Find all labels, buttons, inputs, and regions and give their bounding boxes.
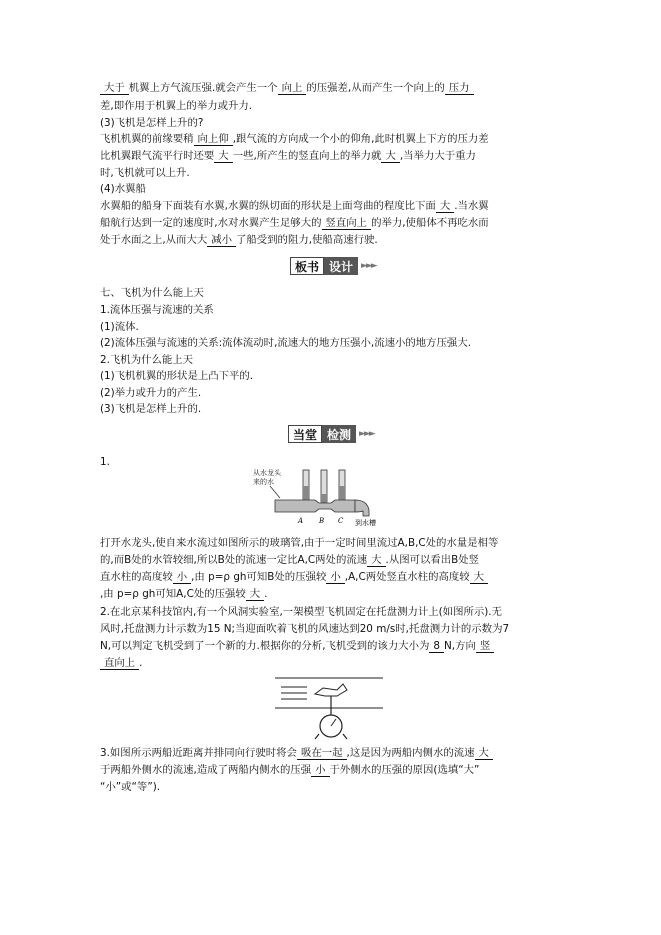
text: ,这是因为两船内侧水的流速 <box>346 747 475 759</box>
text: ,跟气流的方向成一个小的仰角,此时机翼上下方的压力差 <box>232 133 489 145</box>
answer-blank: 竖 <box>476 640 494 653</box>
answer-blank: 吸在一起 <box>297 747 347 760</box>
point-a-label: A <box>298 517 304 525</box>
intro-line-5 <box>100 149 570 163</box>
answer-blank: 大 <box>246 588 264 601</box>
board-line: (1)流体. <box>100 321 139 333</box>
intro-line-10 <box>100 233 570 247</box>
text: 机翼上方气流压强.就会产生一个 <box>128 82 278 94</box>
text: 直水柱的高度较 <box>100 571 173 583</box>
q1-number: 1. <box>100 456 110 468</box>
answer-blank: 大 <box>367 554 385 567</box>
drain-label: 到水槽 <box>355 519 376 526</box>
text: 飞机机翼的前缘要稍 <box>100 133 194 145</box>
answer-blank: 大 <box>475 747 493 760</box>
q3-line-3: “小”或“等”). <box>100 781 161 793</box>
board-line: 1.流体压强与流速的关系 <box>100 304 214 316</box>
answer-blank: 小 <box>311 764 329 777</box>
q2-line-1: 2.在北京某科技馆内,有一个风洞实验室,一架模型飞机固定在托盘测力计上(如图所示).无 <box>100 606 502 618</box>
answer-blank: 大 <box>436 200 454 213</box>
glass-tube-figure <box>245 466 385 526</box>
text: . <box>139 657 143 669</box>
text: 于外侧水的压强的原因(选填“大” <box>329 764 480 776</box>
text: ,当举力大于重力 <box>399 150 476 162</box>
text: 处于水面之上,从而大大 <box>100 234 208 246</box>
text: 比机翼跟气流平行时还要 <box>100 150 215 162</box>
q2-line-2: 风时,托盘测力计示数为15 N;当迎面吹着飞机的风速达到20 m/s时,托盘测力计的示数为7 <box>100 623 510 635</box>
q1-line-3 <box>100 570 570 584</box>
text: N,可以判定飞机受到了一个新的力.根据你的分析,飞机受到的该力大小为 <box>100 640 430 652</box>
horizontal-pipe <box>275 500 355 512</box>
intro-q3: (3)飞机是怎样上升的? <box>100 117 204 129</box>
answer-blank: 大 <box>470 571 488 584</box>
q3-line-2 <box>100 763 570 777</box>
q2-line-3 <box>100 639 570 653</box>
text: 于两船外侧水的流速,造成了两船内侧水的压强 <box>100 764 312 776</box>
answer-blank: 直向上 <box>100 657 139 670</box>
banner-left: 板书 <box>290 257 324 275</box>
text: 的,而B处的水管较细,所以B处的流速一定比A,C两处的流速 <box>100 554 368 566</box>
source-label-2: 来的水 <box>253 478 274 486</box>
point-c-label: C <box>338 517 344 525</box>
wind-tunnel-figure <box>275 672 385 740</box>
answer-blank: 大 <box>214 150 232 163</box>
answer-blank: 向上仰 <box>194 133 233 146</box>
banner-right: 设计 <box>324 257 358 275</box>
board-line: 2.飞机为什么能上天 <box>100 354 194 366</box>
intro-q4: (4)水翼船 <box>100 183 146 195</box>
text: 的举力,使船体不再吃水而 <box>371 217 489 229</box>
intro-line-8 <box>100 199 570 213</box>
banner-board-design <box>290 257 376 275</box>
text: 水翼船的船身下面装有水翼,水翼的纵切面的形状是上面弯曲的程度比下面 <box>100 200 436 212</box>
arrows-icon: ►►► <box>361 261 376 271</box>
banner-in-class-test <box>288 425 374 443</box>
answer-blank: 小 <box>326 571 344 584</box>
intro-line-1 <box>100 81 570 95</box>
answer-blank: 8 <box>429 640 444 653</box>
source-label-1: 从水龙头 <box>253 469 281 477</box>
arrows-icon: ►►► <box>359 429 374 439</box>
answer-blank: 大于 <box>100 82 129 95</box>
banner-right: 检测 <box>322 425 356 443</box>
airplane-icon <box>315 684 347 696</box>
text: .当水翼 <box>454 200 489 212</box>
answer-blank: 竖直向上 <box>322 217 372 230</box>
text: . <box>264 588 268 600</box>
q3-line-1 <box>100 746 570 760</box>
answer-blank: 减小 <box>207 234 236 247</box>
text: ,由 p=ρ gh可知B处的压强较 <box>191 571 327 583</box>
board-line: (2)流体压强与流速的关系:流体流动时,流速大的地方压强小,流速小的地方压强大. <box>100 337 472 349</box>
intro-line-2: 差,即作用于机翼上的举力或升力. <box>100 100 253 112</box>
text: 了船受到的阻力,使船高速行驶. <box>236 234 378 246</box>
answer-blank: 大 <box>381 150 399 163</box>
text: 的压强差,从而产生一个向上的 <box>306 82 445 94</box>
intro-line-4 <box>100 132 570 146</box>
banner-left: 当堂 <box>288 425 322 443</box>
board-line: (1)飞机机翼的形状是上凸下平的. <box>100 370 254 382</box>
text: .从图可以看出B处竖 <box>385 554 480 566</box>
text: 3.如图所示两船近距离并排同向行驶时将会 <box>100 747 297 759</box>
board-line: (3)飞机是怎样上升的. <box>100 403 202 415</box>
q1-line-2 <box>100 553 570 567</box>
water-column-b <box>321 494 327 502</box>
intro-line-9 <box>100 216 570 230</box>
point-b-label: B <box>319 517 325 525</box>
text: N,方向 <box>444 640 476 652</box>
board-title: 七、飞机为什么能上天 <box>100 287 204 299</box>
text: 一些,所产生的竖直向上的举力就 <box>232 150 382 162</box>
intro-line-6: 时,飞机就可以上升. <box>100 167 190 179</box>
q1-line-4 <box>100 587 570 601</box>
text: 船航行达到一定的速度时,水对水翼产生足够大的 <box>100 217 322 229</box>
answer-blank: 向上 <box>278 82 307 95</box>
board-line: (2)举力或升力的产生. <box>100 387 202 399</box>
text: ,由 p=ρ gh可知A,C处的压强较 <box>100 588 246 600</box>
answer-blank: 压力 <box>445 82 474 95</box>
text: ,A,C两处竖直水柱的高度较 <box>344 571 470 583</box>
q2-line-4 <box>100 656 570 670</box>
answer-blank: 小 <box>173 571 191 584</box>
q1-line-1: 打开水龙头,使自来水流过如图所示的玻璃管,由于一定时间里流过A,B,C处的水量是相等 <box>100 537 499 549</box>
